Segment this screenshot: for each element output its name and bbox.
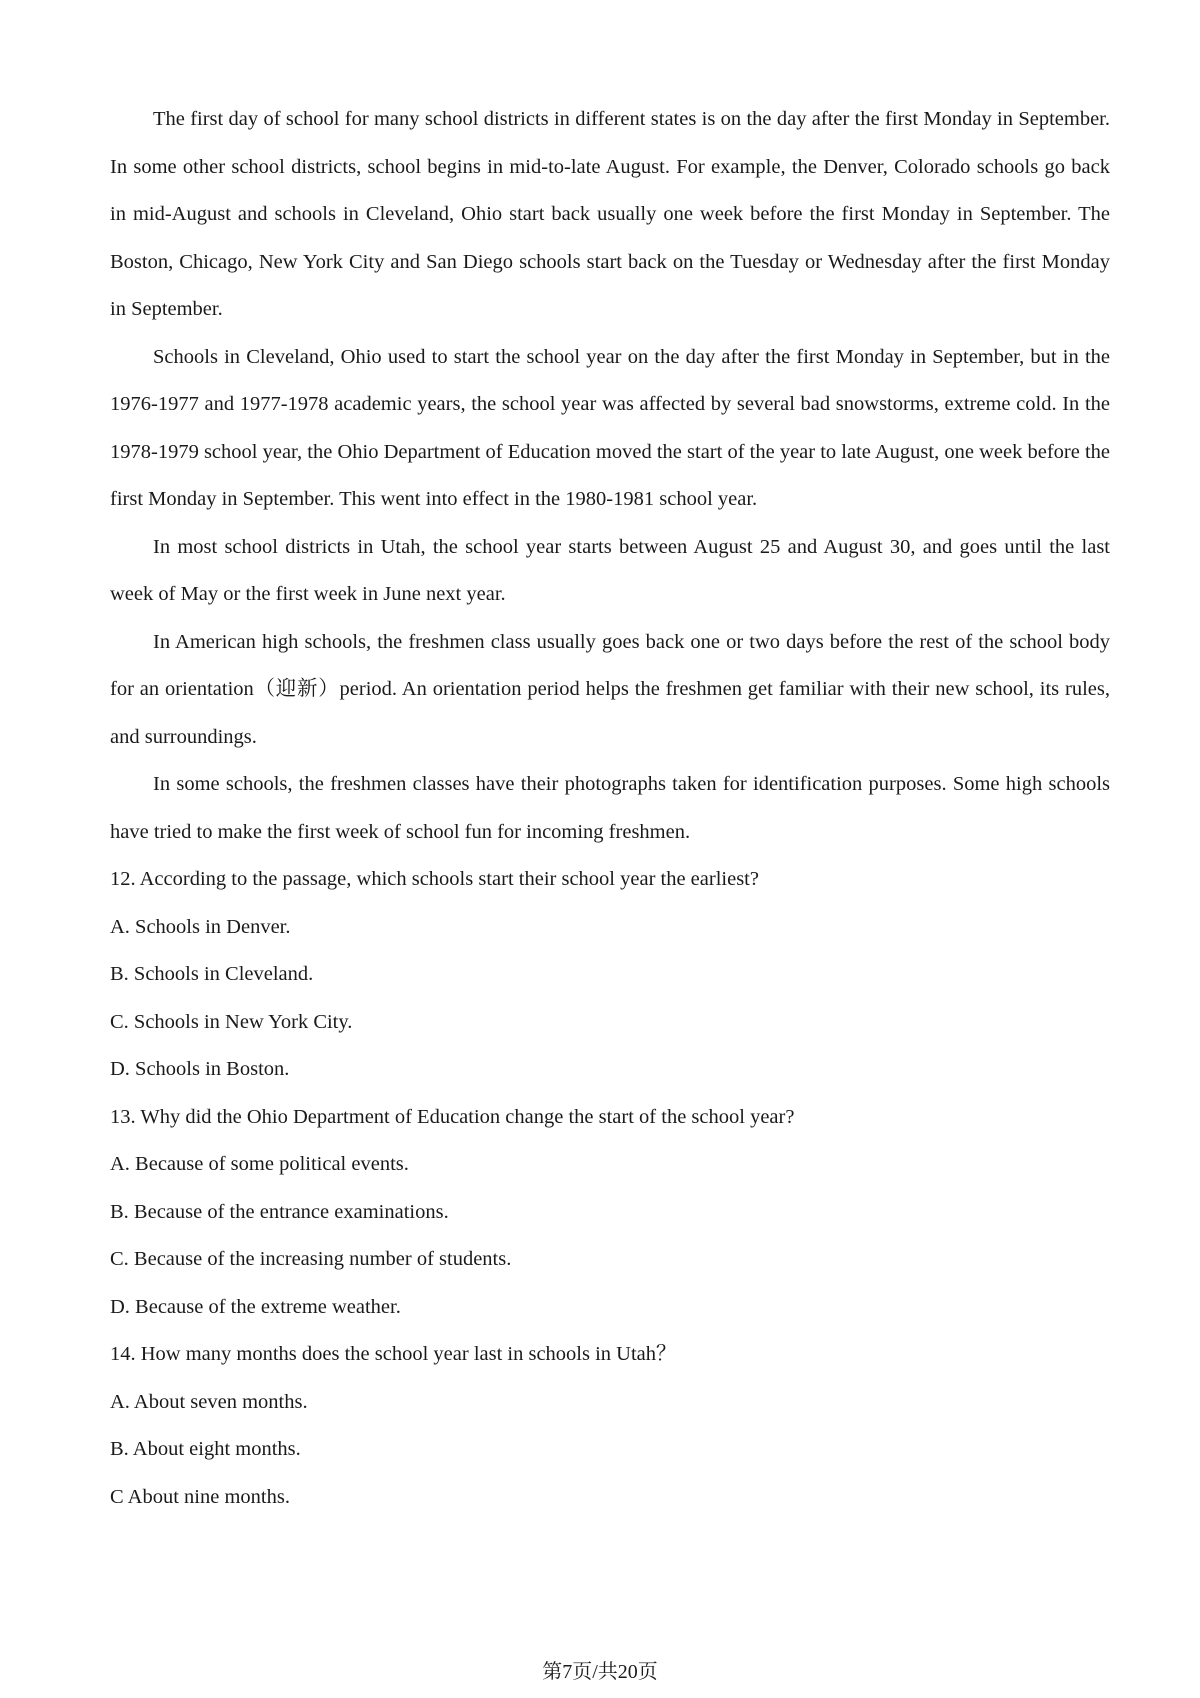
option-b: B. About eight months. [110,1438,301,1460]
passage-paragraph-5: In some schools, the freshmen classes have their photographs taken for identification purposes. Some high schools have tried to make the first week of school fun for incoming freshmen. [110,773,1110,843]
document-page [110,96,1110,1521]
passage-paragraph-2: Schools in Cleveland, Ohio used to start the school year on the day after the first Monday in September, but in the 1976-1977 and 1977-1978 academic years, the school year was affected by several bad snowstorms, extreme cold. In the 1978-1979 school year, the Ohio Department of Education moved the start of the year to late August, one week before the first Monday in September. This went into effect in the 1980-1981 school year. [110,345,1110,510]
option-b: B. Because of the entrance examinations. [110,1200,449,1223]
option-d: D. Because of the extreme weather. [110,1295,401,1318]
option-d: D. Schools in Boston. [110,1058,290,1080]
option-c: C. Schools in New York City. [110,1010,353,1033]
page-number-footer: 第7页/共20页 [542,1661,658,1683]
passage-paragraph-3: In most school districts in Utah, the school year starts between August 25 and August 30, and goes until the last week of May or the first week in June next year. [110,535,1110,605]
question-14 [110,1331,1110,1521]
passage-paragraph-1: The first day of school for many school districts in different states is on the day after the first Monday in September. In some other school districts, school begins in mid-to-late August. For example, the Denver, Colorado schools go back in mid-August and schools in Cleveland, Ohio start back usually one week before the first Monday in September. The Boston, Chicago, New York City and San Diego schools start back on the Tuesday or Wednesday after the first Monday in September. [110,108,1110,320]
option-a: A. Because of some political events. [110,1153,409,1175]
question-stem: 13. Why did the Ohio Department of Education change the start of the school year? [110,1105,795,1128]
option-a: A. About seven months. [110,1390,308,1413]
question-13 [110,1094,1110,1332]
option-c: C. Because of the increasing number of students. [110,1248,512,1270]
question-stem: 12. According to the passage, which schools start their school year the earliest? [110,868,759,890]
option-b: B. Schools in Cleveland. [110,963,314,985]
question-stem: 14. How many months does the school year last in schools in Utah？ [110,1343,677,1365]
question-12 [110,856,1110,1094]
passage-paragraph-4: In American high schools, the freshmen class usually goes back one or two days before the rest of the school body for an orientation（迎新）period. An orientation period helps the freshmen get familiar with their new school, its rules, and surroundings. [110,630,1110,748]
option-a: A. Schools in Denver. [110,915,291,938]
option-c: C About nine months. [110,1485,290,1508]
